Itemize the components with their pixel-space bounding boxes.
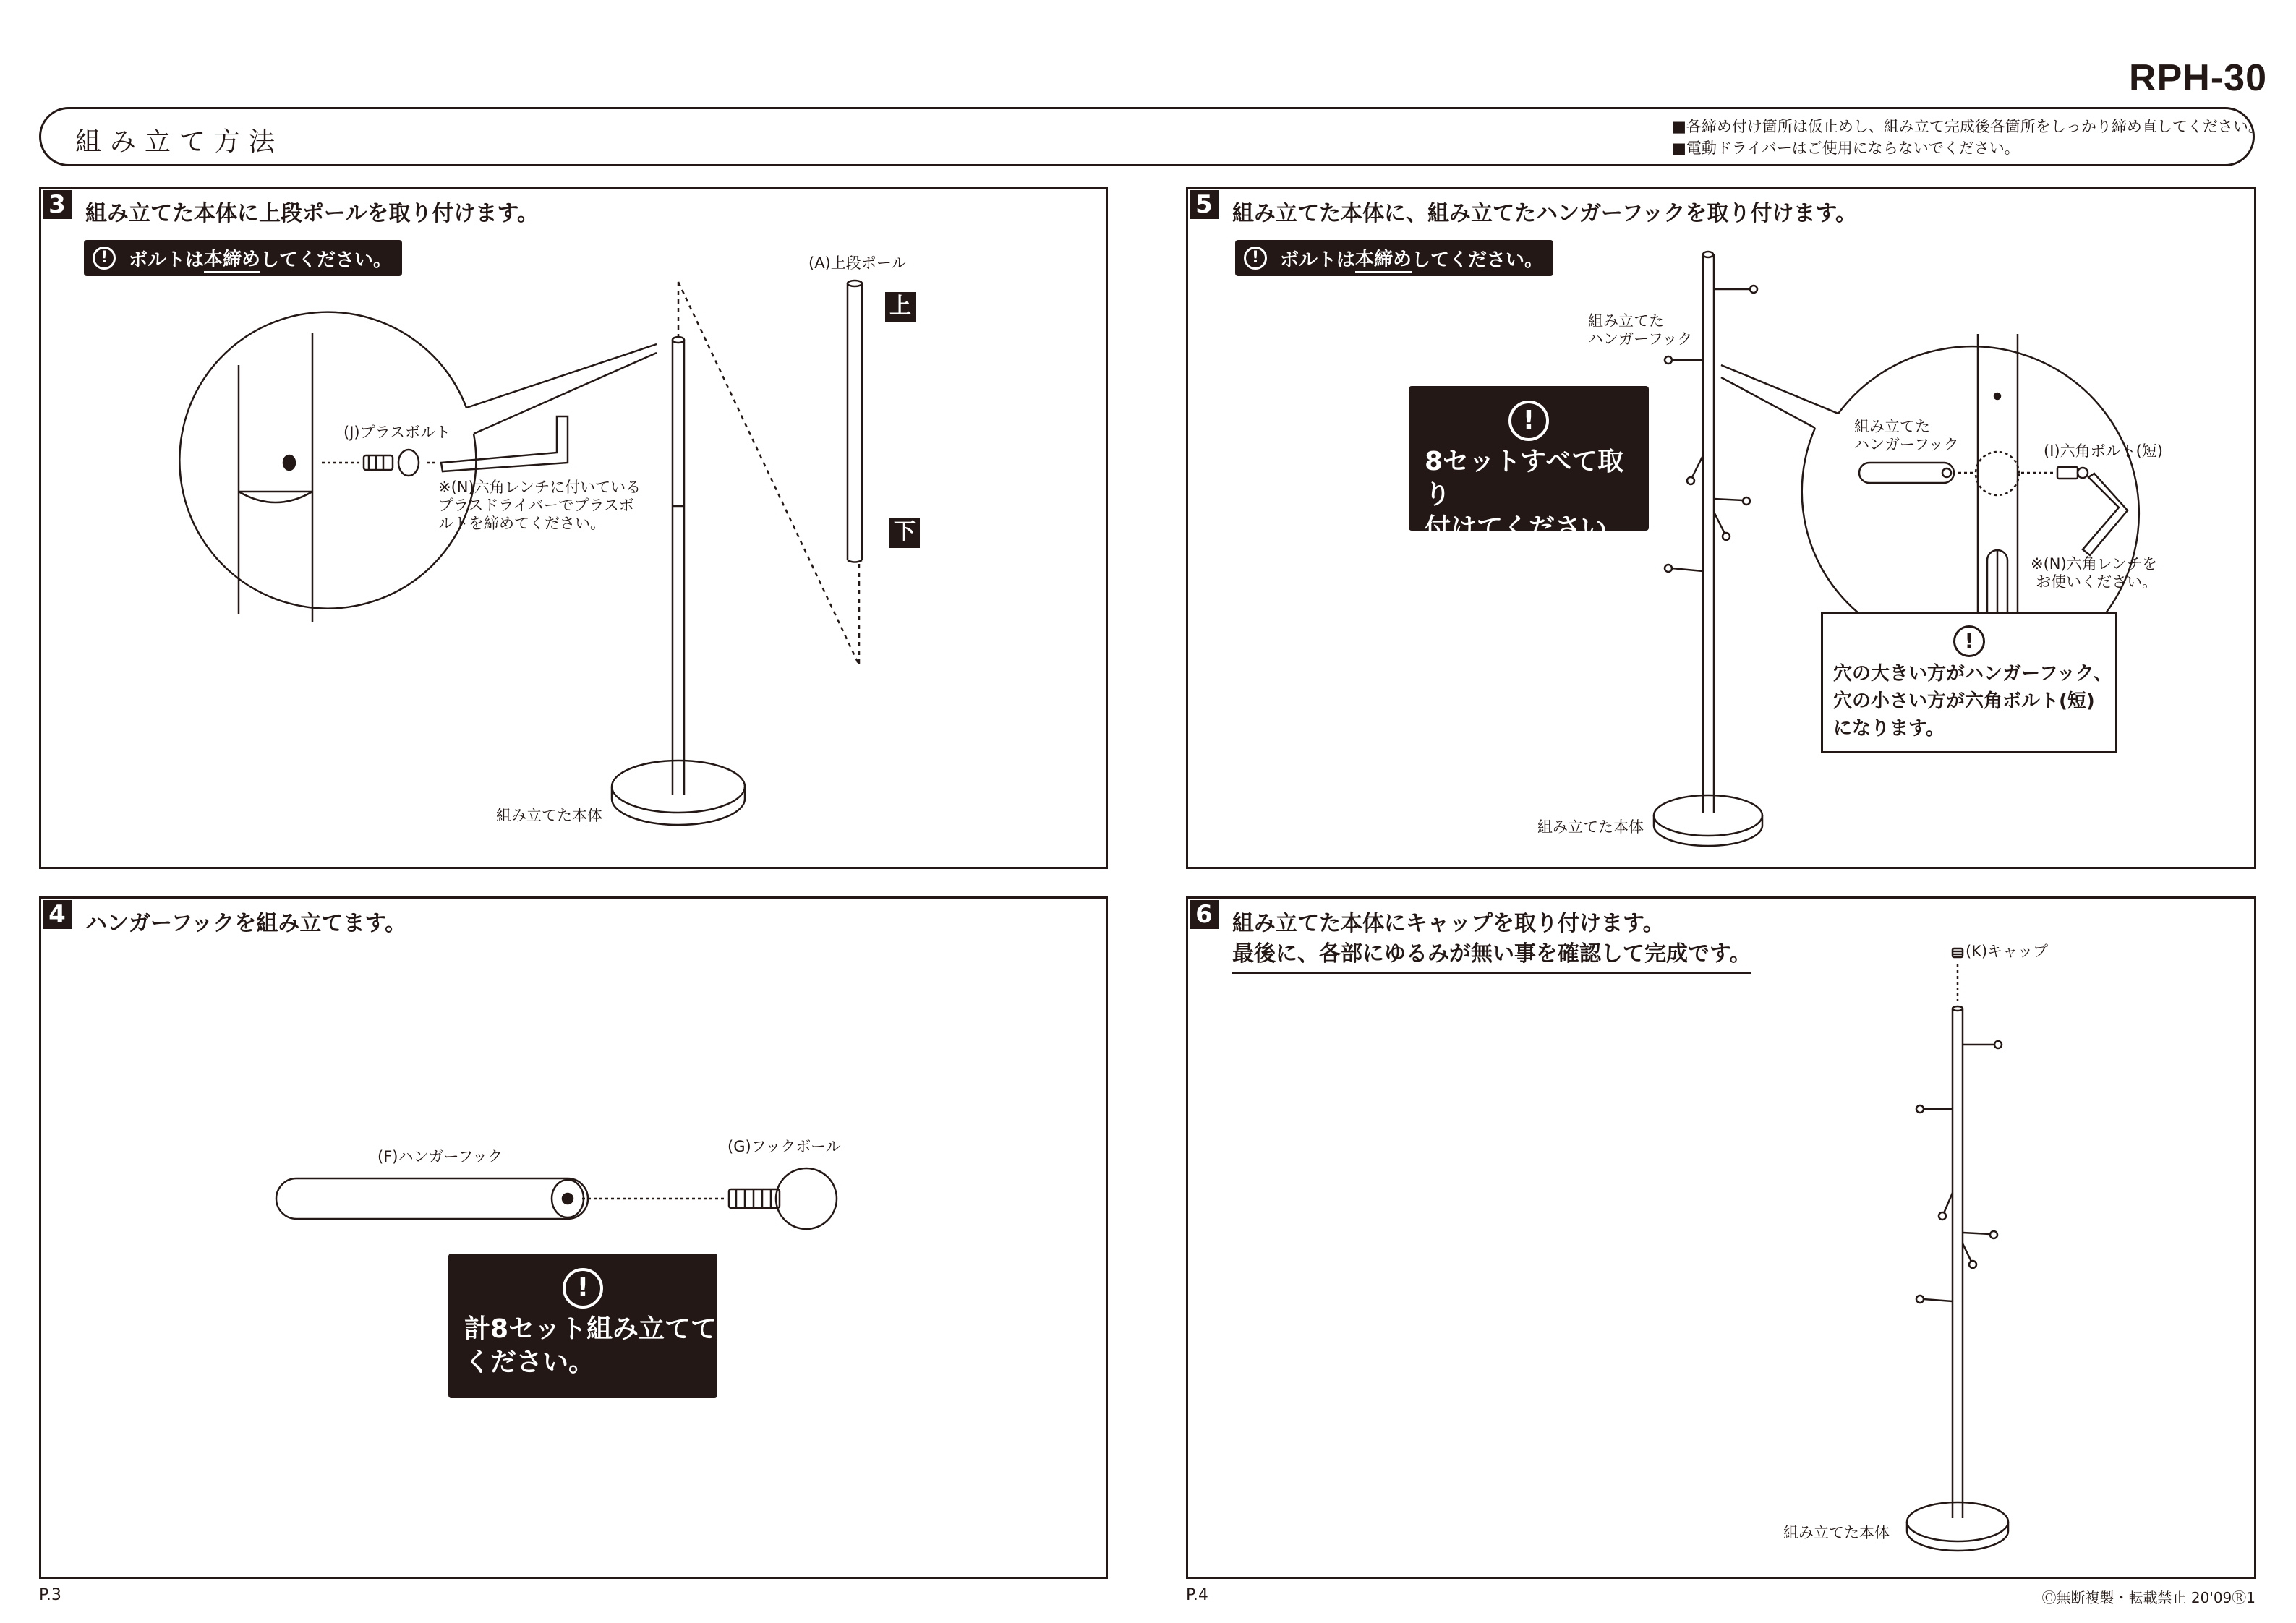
step-6-number: 6 xyxy=(1190,900,1219,929)
step-4-title: ハンガーフックを組み立てます。 xyxy=(85,911,406,936)
header-note-1: ■各締め付け箇所は仮止めし、組み立て完成後各箇所をしっかり締め直してください。 xyxy=(1672,118,2263,135)
step-5-warning xyxy=(1235,240,1553,276)
step3-detail-circle xyxy=(179,312,657,622)
step-6-title-line2: 最後に、各部にゆるみが無い事を確認して完成です。 xyxy=(1232,935,1751,974)
warn-post: してください。 xyxy=(260,249,393,271)
hook-ball-label: (G)フックボール xyxy=(727,1138,841,1155)
wrench-note: ※(N)六角レンチに付いている プラスドライバーでプラスボ ルトを締めてください。 xyxy=(438,479,641,532)
top-marker: 上 xyxy=(885,292,916,322)
warn-pre: ボルトは xyxy=(129,249,205,271)
warn-pre: ボルトは xyxy=(1280,249,1356,271)
header-note-2: ■電動ドライバーはご使用にならないでください。 xyxy=(1672,140,2020,157)
assembled-hook-detail-label: 組み立てた ハンガーフック xyxy=(1854,418,1959,453)
copyright: Ⓒ無断複製・転載禁止 20'09Ⓡ1 xyxy=(2041,1589,2256,1606)
step-4-note-box xyxy=(448,1254,717,1398)
step3-stand xyxy=(612,282,859,825)
model-number: RPH-30 xyxy=(2129,57,2267,99)
hole-note-box xyxy=(1821,612,2117,753)
step6-stand xyxy=(1907,948,2008,1551)
warning-icon: ! xyxy=(563,1268,603,1309)
step-5-note-text: 8セットすべて取り 付けてください。 xyxy=(1425,447,1634,543)
hole-note-text: 穴の大きい方がハンガーフック、 穴の小さい方が六角ボルト(短) になります。 xyxy=(1833,663,2112,740)
step-3-number: 3 xyxy=(43,190,72,219)
warning-icon: ! xyxy=(1508,401,1549,441)
warn-emphasis: 本締め xyxy=(204,244,260,273)
page-number-right: P.4 xyxy=(1186,1586,1208,1604)
warn-post: してください。 xyxy=(1412,249,1544,271)
warning-icon: ! xyxy=(1244,247,1267,270)
step-5-note-box xyxy=(1409,386,1649,543)
step-3-body-label: 組み立てた本体 xyxy=(496,807,602,824)
cap-label: (K)キャップ xyxy=(1966,943,2049,960)
step-6-title-line1: 組み立てた本体にキャップを取り付けます。 xyxy=(1232,911,1665,936)
hanger-hook-label: (F)ハンガーフック xyxy=(377,1148,503,1165)
step-3-title: 組み立てた本体に上段ポールを取り付けます。 xyxy=(85,201,539,226)
step-5-wrench-note: ※(N)六角レンチを お使いください。 xyxy=(2031,555,2158,591)
warn-emphasis: 本締め xyxy=(1355,244,1412,273)
step-5-body-label: 組み立てた本体 xyxy=(1537,818,1644,836)
step-5-number: 5 xyxy=(1190,190,1219,219)
step4-hook-parts xyxy=(276,1168,837,1229)
page-title: 組み立て方法 xyxy=(75,127,284,157)
upper-pole-label: (A)上段ポール xyxy=(808,254,907,272)
step-6-body-label: 組み立てた本体 xyxy=(1783,1524,1890,1541)
step-4-note-text: 計8セット組み立てて ください。 xyxy=(464,1314,717,1377)
plus-bolt-label: (J)プラスボルト xyxy=(343,424,451,441)
assembled-hook-label: 組み立てた ハンガーフック xyxy=(1588,312,1693,348)
step-5-title: 組み立てた本体に、組み立てたハンガーフックを取り付けます。 xyxy=(1232,201,1857,226)
hex-bolt-label: (I)六角ボルト(短) xyxy=(2044,442,2163,460)
step-3-warning xyxy=(84,240,402,276)
step-4-number: 4 xyxy=(43,900,72,929)
warning-icon: ! xyxy=(93,247,116,270)
warning-icon: ! xyxy=(1953,625,1985,657)
step3-upper-pole xyxy=(848,281,862,665)
page-number-left: P.3 xyxy=(39,1586,61,1604)
bottom-marker: 下 xyxy=(889,518,920,548)
